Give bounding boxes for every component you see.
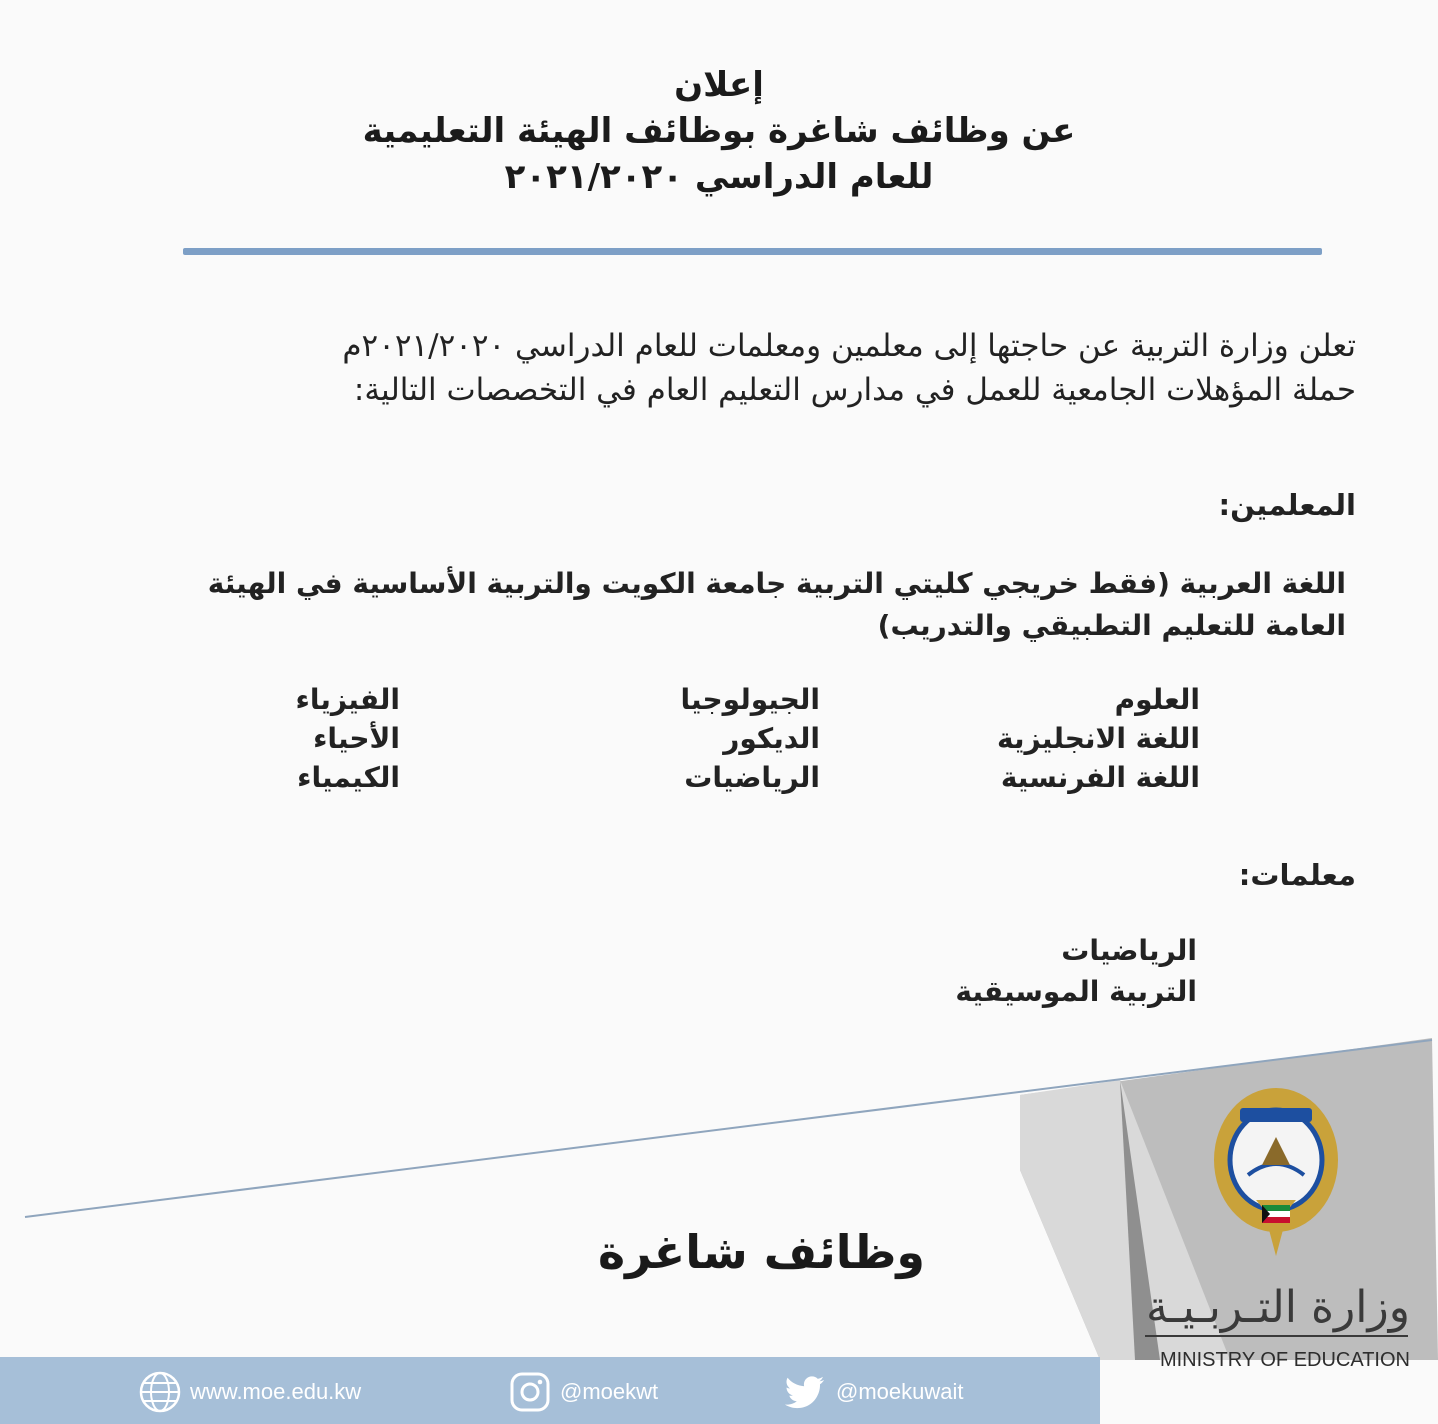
subject-item: الرياضيات bbox=[1061, 934, 1197, 967]
subject-item: الرياضيات bbox=[684, 761, 820, 794]
twitter-text: @moekuwait bbox=[836, 1379, 964, 1404]
twitter-icon bbox=[784, 1370, 828, 1414]
arabic-note-line-1: اللغة العربية (فقط خريجي كليتي التربية جامعة الكويت والتربية الأساسية في الهيئة bbox=[207, 567, 1346, 600]
vacancies-banner-text: وظائف شاغرة bbox=[598, 1225, 925, 1279]
subject-item: الأحياء bbox=[313, 722, 400, 755]
female-teachers-label: معلمات: bbox=[1238, 858, 1356, 892]
intro-line-2: حملة المؤهلات الجامعية للعمل في مدارس التعليم العام في التخصصات التالية: bbox=[353, 372, 1356, 408]
subject-item: التربية الموسيقية bbox=[955, 975, 1197, 1008]
ministry-name-arabic: وزارة التـربـيـة bbox=[1146, 1282, 1410, 1333]
website-link[interactable] bbox=[138, 1370, 361, 1414]
website-text: www.moe.edu.kw bbox=[190, 1379, 362, 1404]
subject-item: الفيزياء bbox=[295, 683, 400, 716]
instagram-link[interactable] bbox=[508, 1370, 658, 1414]
male-teachers-label: المعلمين: bbox=[1218, 488, 1356, 522]
twitter-link[interactable] bbox=[784, 1370, 964, 1414]
subject-item: اللغة الفرنسية bbox=[1000, 761, 1200, 794]
intro-line-1: تعلن وزارة التربية عن حاجتها إلى معلمين ومعلمات للعام الدراسي ٢٠٢١/٢٠٢٠م bbox=[342, 328, 1356, 364]
announcement-title: إعلان bbox=[674, 65, 764, 105]
subject-item: الكيمياء bbox=[297, 761, 400, 794]
arabic-note-line-2: العامة للتعليم التطبيقي والتدريب) bbox=[877, 609, 1346, 642]
announcement-subtitle: عن وظائف شاغرة بوظائف الهيئة التعليمية bbox=[362, 111, 1076, 151]
academic-year: للعام الدراسي ٢٠٢١/٢٠٢٠ bbox=[504, 157, 934, 197]
ministry-underline bbox=[1145, 1335, 1408, 1337]
subject-item: العلوم bbox=[1114, 683, 1200, 716]
globe-icon bbox=[138, 1370, 182, 1414]
subject-item: الديكور bbox=[723, 722, 820, 755]
instagram-text: @moekwt bbox=[560, 1379, 659, 1404]
ministry-name-english: MINISTRY OF EDUCATION bbox=[1159, 1349, 1410, 1371]
subject-item: الجيولوجيا bbox=[680, 683, 820, 716]
subject-item: اللغة الانجليزية bbox=[997, 722, 1200, 755]
instagram-icon bbox=[508, 1370, 552, 1414]
